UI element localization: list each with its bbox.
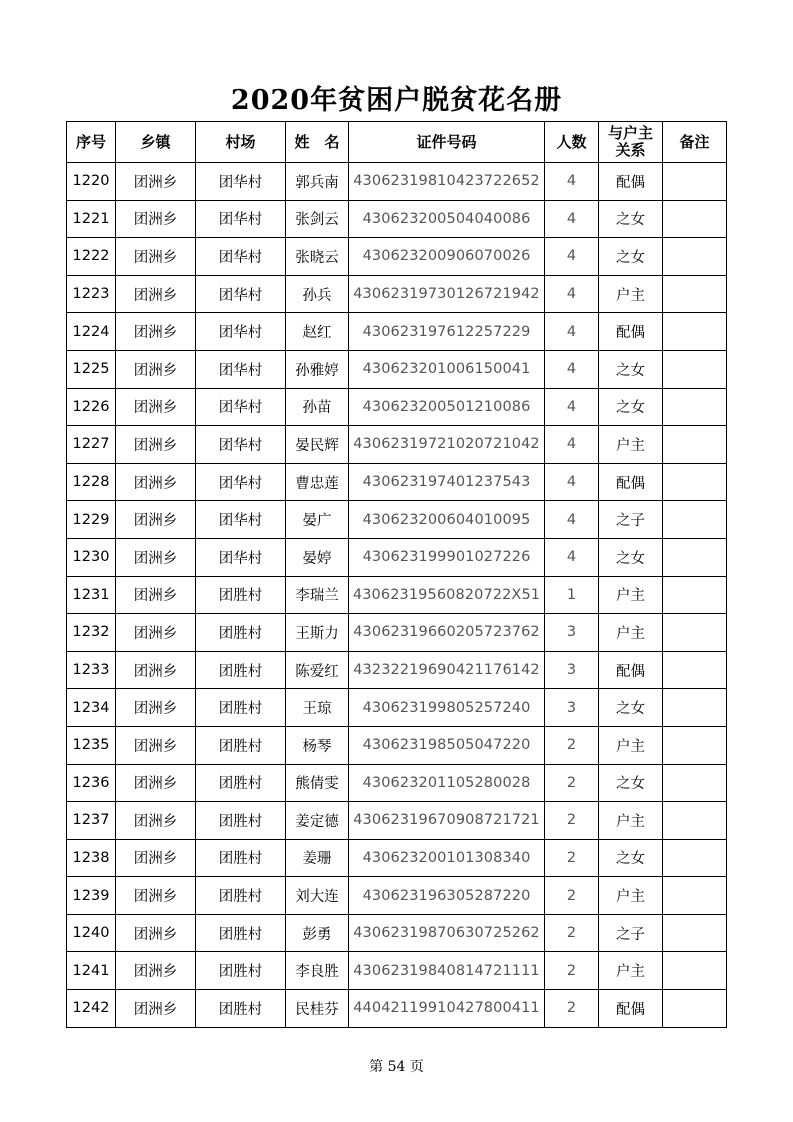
- cell-township: 团洲乡: [116, 877, 196, 915]
- cell-household-count: 2: [545, 914, 599, 952]
- header-id: 证件号码: [349, 122, 545, 163]
- cell-name: 王斯力: [286, 614, 349, 652]
- cell-name: 王琼: [286, 689, 349, 727]
- cell-note: [663, 200, 727, 238]
- cell-note: [663, 463, 727, 501]
- cell-id-number: 43062319670908721721: [349, 802, 545, 840]
- cell-seq: 1221: [67, 200, 116, 238]
- header-village: 村场: [196, 122, 286, 163]
- cell-township: 团洲乡: [116, 350, 196, 388]
- cell-household-count: 4: [545, 463, 599, 501]
- table-row: [67, 313, 727, 351]
- cell-village: 团胜村: [196, 576, 286, 614]
- table-row: [67, 538, 727, 576]
- cell-relation: 配偶: [599, 313, 663, 351]
- header-name: 姓 名: [286, 122, 349, 163]
- cell-name: 彭勇: [286, 914, 349, 952]
- cell-household-count: 2: [545, 726, 599, 764]
- poverty-roster-table: [66, 121, 727, 1028]
- cell-name: 姜珊: [286, 839, 349, 877]
- cell-note: [663, 990, 727, 1028]
- cell-relation: 之女: [599, 388, 663, 426]
- cell-name: 孙苗: [286, 388, 349, 426]
- cell-household-count: 2: [545, 802, 599, 840]
- cell-seq: 1241: [67, 952, 116, 990]
- table-row: [67, 839, 727, 877]
- cell-village: 团华村: [196, 501, 286, 539]
- roster-body: [67, 163, 727, 1028]
- table-row: [67, 238, 727, 276]
- table-row: [67, 689, 727, 727]
- cell-note: [663, 952, 727, 990]
- cell-relation: 之女: [599, 839, 663, 877]
- cell-village: 团胜村: [196, 914, 286, 952]
- cell-relation: 配偶: [599, 163, 663, 201]
- cell-township: 团洲乡: [116, 802, 196, 840]
- cell-relation: 配偶: [599, 990, 663, 1028]
- cell-relation: 之女: [599, 200, 663, 238]
- table-row: [67, 877, 727, 915]
- cell-village: 团华村: [196, 163, 286, 201]
- cell-name: 赵红: [286, 313, 349, 351]
- header-row: [67, 122, 727, 163]
- cell-id-number: 430623199805257240: [349, 689, 545, 727]
- cell-note: [663, 914, 727, 952]
- cell-household-count: 4: [545, 313, 599, 351]
- cell-id-number: 43062319660205723762: [349, 614, 545, 652]
- cell-seq: 1220: [67, 163, 116, 201]
- cell-id-number: 43062319560820722X51: [349, 576, 545, 614]
- cell-relation: 之子: [599, 501, 663, 539]
- header-relation: [599, 122, 663, 163]
- cell-village: 团华村: [196, 200, 286, 238]
- cell-village: 团胜村: [196, 726, 286, 764]
- cell-seq: 1230: [67, 538, 116, 576]
- cell-household-count: 2: [545, 952, 599, 990]
- header-count: 人数: [545, 122, 599, 163]
- cell-village: 团胜村: [196, 689, 286, 727]
- cell-relation: 之女: [599, 764, 663, 802]
- cell-township: 团洲乡: [116, 726, 196, 764]
- cell-seq: 1232: [67, 614, 116, 652]
- cell-id-number: 430623200501210086: [349, 388, 545, 426]
- cell-note: [663, 350, 727, 388]
- cell-seq: 1228: [67, 463, 116, 501]
- cell-household-count: 4: [545, 388, 599, 426]
- cell-id-number: 430623201006150041: [349, 350, 545, 388]
- cell-name: 晏民辉: [286, 426, 349, 464]
- cell-township: 团洲乡: [116, 839, 196, 877]
- table-row: [67, 726, 727, 764]
- table-row: [67, 952, 727, 990]
- cell-id-number: 430623197612257229: [349, 313, 545, 351]
- cell-id-number: 43062319730126721942: [349, 275, 545, 313]
- cell-note: [663, 388, 727, 426]
- cell-village: 团胜村: [196, 764, 286, 802]
- cell-relation: 户主: [599, 426, 663, 464]
- cell-village: 团华村: [196, 313, 286, 351]
- cell-township: 团洲乡: [116, 764, 196, 802]
- cell-name: 张剑云: [286, 200, 349, 238]
- cell-seq: 1223: [67, 275, 116, 313]
- cell-relation: 户主: [599, 877, 663, 915]
- cell-seq: 1227: [67, 426, 116, 464]
- cell-id-number: 430623199901027226: [349, 538, 545, 576]
- cell-household-count: 2: [545, 839, 599, 877]
- cell-seq: 1236: [67, 764, 116, 802]
- cell-township: 团洲乡: [116, 501, 196, 539]
- cell-id-number: 43062319721020721042: [349, 426, 545, 464]
- cell-note: [663, 576, 727, 614]
- cell-note: [663, 538, 727, 576]
- cell-household-count: 4: [545, 275, 599, 313]
- cell-note: [663, 689, 727, 727]
- cell-name: 民桂芬: [286, 990, 349, 1028]
- cell-township: 团洲乡: [116, 388, 196, 426]
- cell-id-number: 43232219690421176142: [349, 651, 545, 689]
- cell-household-count: 2: [545, 990, 599, 1028]
- cell-seq: 1237: [67, 802, 116, 840]
- cell-township: 团洲乡: [116, 313, 196, 351]
- cell-township: 团洲乡: [116, 538, 196, 576]
- table-row: [67, 463, 727, 501]
- cell-seq: 1229: [67, 501, 116, 539]
- cell-seq: 1235: [67, 726, 116, 764]
- cell-household-count: 4: [545, 350, 599, 388]
- table-row: [67, 990, 727, 1028]
- cell-name: 张晓云: [286, 238, 349, 276]
- cell-seq: 1231: [67, 576, 116, 614]
- cell-id-number: 430623200906070026: [349, 238, 545, 276]
- cell-name: 杨琴: [286, 726, 349, 764]
- table-row: [67, 275, 727, 313]
- cell-note: [663, 839, 727, 877]
- cell-name: 李瑞兰: [286, 576, 349, 614]
- cell-household-count: 4: [545, 238, 599, 276]
- cell-id-number: 43062319810423722652: [349, 163, 545, 201]
- cell-township: 团洲乡: [116, 914, 196, 952]
- cell-name: 陈爱红: [286, 651, 349, 689]
- cell-township: 团洲乡: [116, 651, 196, 689]
- cell-household-count: 2: [545, 877, 599, 915]
- cell-relation: 配偶: [599, 463, 663, 501]
- cell-note: [663, 877, 727, 915]
- table-row: [67, 350, 727, 388]
- cell-township: 团洲乡: [116, 238, 196, 276]
- cell-name: 孙兵: [286, 275, 349, 313]
- header-township: 乡镇: [116, 122, 196, 163]
- cell-household-count: 4: [545, 200, 599, 238]
- cell-household-count: 2: [545, 764, 599, 802]
- cell-seq: 1234: [67, 689, 116, 727]
- cell-note: [663, 614, 727, 652]
- cell-township: 团洲乡: [116, 163, 196, 201]
- cell-village: 团胜村: [196, 952, 286, 990]
- page-number: 第 54 页: [369, 1059, 424, 1075]
- cell-village: 团华村: [196, 275, 286, 313]
- cell-id-number: 430623197401237543: [349, 463, 545, 501]
- cell-id-number: 43062319840814721111: [349, 952, 545, 990]
- cell-township: 团洲乡: [116, 576, 196, 614]
- cell-seq: 1240: [67, 914, 116, 952]
- cell-village: 团胜村: [196, 839, 286, 877]
- cell-seq: 1222: [67, 238, 116, 276]
- table-row: [67, 501, 727, 539]
- cell-note: [663, 651, 727, 689]
- cell-name: 晏广: [286, 501, 349, 539]
- cell-name: 曹忠莲: [286, 463, 349, 501]
- cell-relation: 户主: [599, 576, 663, 614]
- cell-name: 孙雅婷: [286, 350, 349, 388]
- cell-village: 团胜村: [196, 651, 286, 689]
- cell-name: 熊倩雯: [286, 764, 349, 802]
- cell-relation: 户主: [599, 802, 663, 840]
- cell-note: [663, 726, 727, 764]
- cell-township: 团洲乡: [116, 990, 196, 1028]
- cell-township: 团洲乡: [116, 463, 196, 501]
- cell-seq: 1239: [67, 877, 116, 915]
- cell-household-count: 3: [545, 689, 599, 727]
- cell-village: 团胜村: [196, 802, 286, 840]
- cell-village: 团胜村: [196, 990, 286, 1028]
- table-row: [67, 914, 727, 952]
- table-row: [67, 576, 727, 614]
- table-row: [67, 200, 727, 238]
- header-seq: 序号: [67, 122, 116, 163]
- cell-seq: 1226: [67, 388, 116, 426]
- cell-note: [663, 426, 727, 464]
- cell-note: [663, 501, 727, 539]
- cell-id-number: 430623200604010095: [349, 501, 545, 539]
- cell-note: [663, 764, 727, 802]
- cell-relation: 之子: [599, 914, 663, 952]
- table-row: [67, 614, 727, 652]
- cell-relation: 户主: [599, 275, 663, 313]
- cell-seq: 1242: [67, 990, 116, 1028]
- cell-village: 团胜村: [196, 877, 286, 915]
- table-row: [67, 802, 727, 840]
- cell-id-number: 430623201105280028: [349, 764, 545, 802]
- cell-relation: 户主: [599, 726, 663, 764]
- cell-seq: 1233: [67, 651, 116, 689]
- cell-household-count: 4: [545, 538, 599, 576]
- table-row: [67, 163, 727, 201]
- table-row: [67, 388, 727, 426]
- cell-household-count: 1: [545, 576, 599, 614]
- cell-id-number: 430623200101308340: [349, 839, 545, 877]
- cell-name: 姜定德: [286, 802, 349, 840]
- cell-household-count: 3: [545, 651, 599, 689]
- cell-relation: 户主: [599, 614, 663, 652]
- cell-village: 团华村: [196, 538, 286, 576]
- document-title: 2020年贫困户脱贫花名册: [230, 85, 563, 116]
- cell-relation: 之女: [599, 350, 663, 388]
- header-relation-line2: 关系: [615, 141, 646, 159]
- cell-township: 团洲乡: [116, 952, 196, 990]
- header-note: 备注: [663, 122, 727, 163]
- cell-village: 团胜村: [196, 614, 286, 652]
- cell-village: 团华村: [196, 350, 286, 388]
- table-row: [67, 651, 727, 689]
- cell-relation: 之女: [599, 689, 663, 727]
- cell-village: 团华村: [196, 463, 286, 501]
- cell-village: 团华村: [196, 426, 286, 464]
- cell-household-count: 4: [545, 426, 599, 464]
- cell-id-number: 430623196305287220: [349, 877, 545, 915]
- cell-id-number: 43062319870630725262: [349, 914, 545, 952]
- cell-township: 团洲乡: [116, 689, 196, 727]
- cell-township: 团洲乡: [116, 275, 196, 313]
- cell-note: [663, 275, 727, 313]
- cell-note: [663, 163, 727, 201]
- cell-note: [663, 802, 727, 840]
- cell-township: 团洲乡: [116, 426, 196, 464]
- cell-township: 团洲乡: [116, 614, 196, 652]
- cell-household-count: 3: [545, 614, 599, 652]
- cell-seq: 1224: [67, 313, 116, 351]
- cell-village: 团华村: [196, 388, 286, 426]
- cell-name: 李良胜: [286, 952, 349, 990]
- cell-household-count: 4: [545, 163, 599, 201]
- cell-seq: 1225: [67, 350, 116, 388]
- cell-name: 刘大连: [286, 877, 349, 915]
- cell-relation: 户主: [599, 952, 663, 990]
- cell-relation: 配偶: [599, 651, 663, 689]
- cell-village: 团华村: [196, 238, 286, 276]
- cell-name: 晏婷: [286, 538, 349, 576]
- cell-note: [663, 313, 727, 351]
- cell-relation: 之女: [599, 538, 663, 576]
- cell-id-number: 44042119910427800411: [349, 990, 545, 1028]
- header-relation-line1: 与户主: [607, 124, 653, 142]
- cell-township: 团洲乡: [116, 200, 196, 238]
- cell-note: [663, 238, 727, 276]
- cell-household-count: 4: [545, 501, 599, 539]
- cell-id-number: 430623198505047220: [349, 726, 545, 764]
- table-row: [67, 764, 727, 802]
- cell-id-number: 430623200504040086: [349, 200, 545, 238]
- table-row: [67, 426, 727, 464]
- cell-seq: 1238: [67, 839, 116, 877]
- cell-relation: 之女: [599, 238, 663, 276]
- cell-name: 郭兵南: [286, 163, 349, 201]
